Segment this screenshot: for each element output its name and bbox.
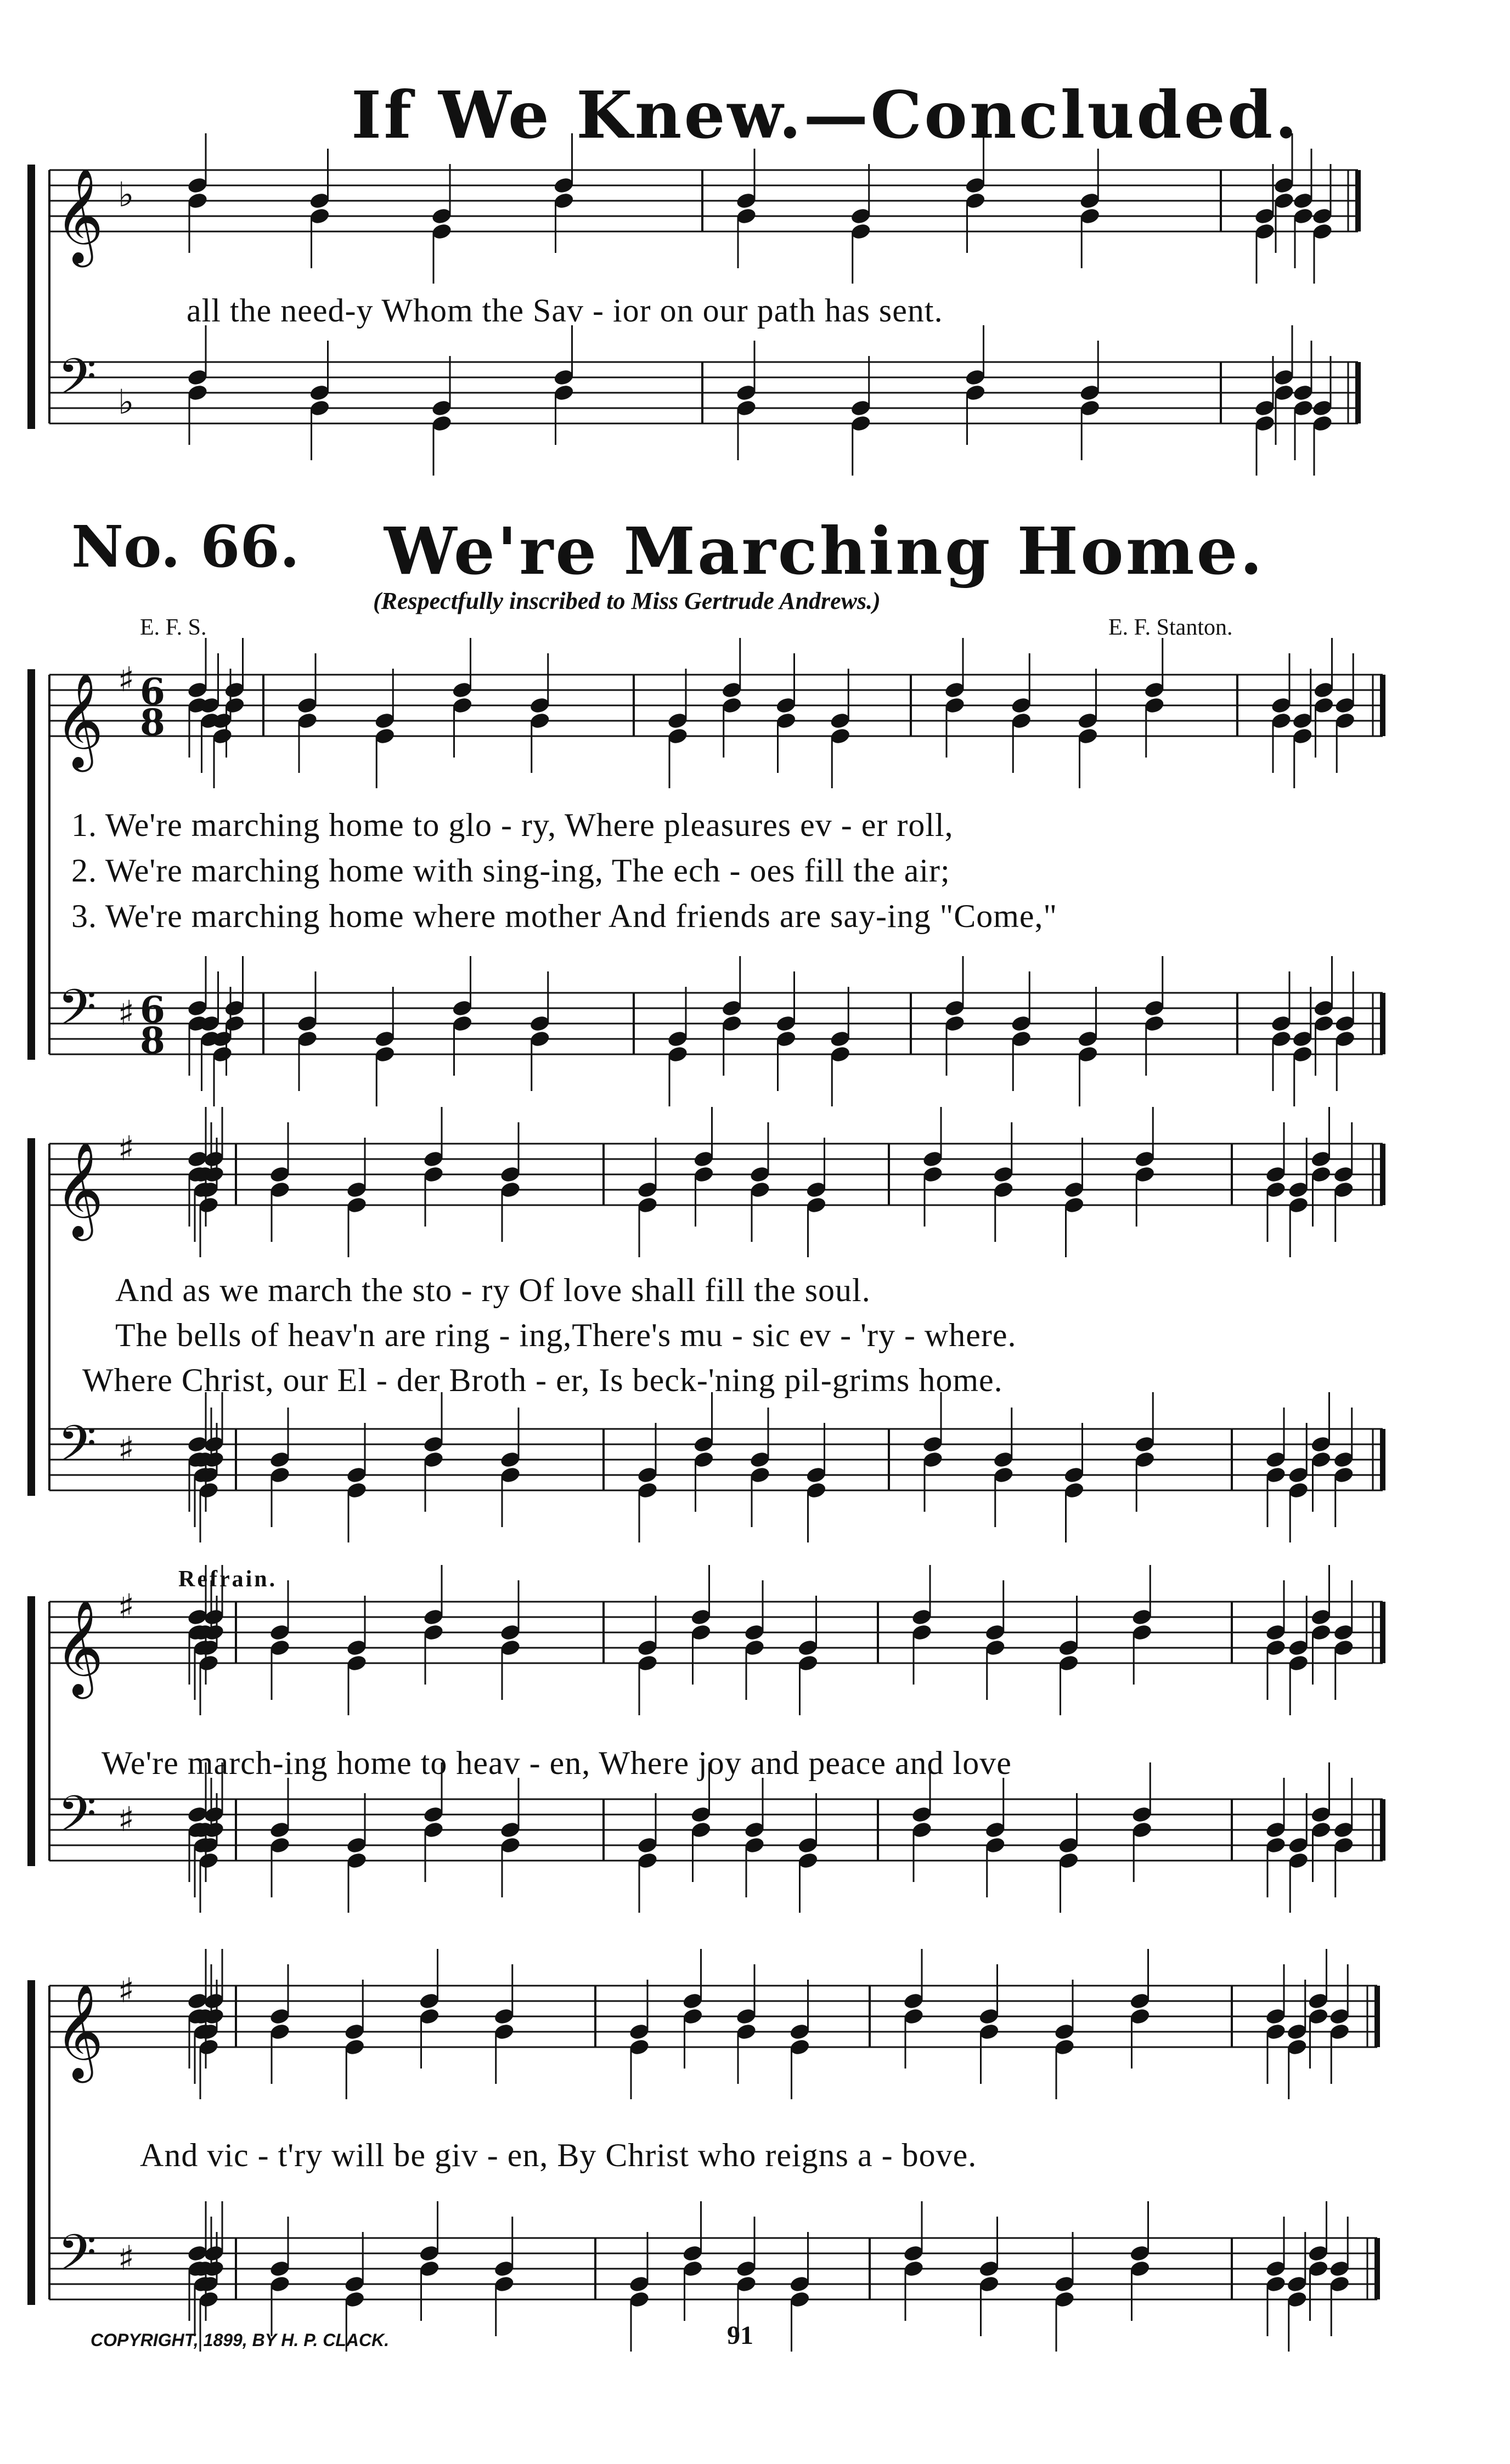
sharp-sign-icon: ♯ (118, 1586, 135, 1626)
treble-clef-icon: 𝄞 (55, 672, 104, 768)
lyric-verse-3-line-1: 3. We're marching home where mother And friends are say-ing "Come," (71, 898, 1058, 934)
lyric-verse-1-line-1: 1. We're marching home to glo - ry, Where pleasures ev - er roll, (71, 807, 954, 843)
treble-clef-icon: 𝄞 (55, 1141, 104, 1237)
sharp-sign-icon: ♯ (118, 659, 135, 699)
dedication: (Respectfully inscribed to Miss Gertrude Andrews.) (373, 587, 881, 614)
sharp-sign-icon: ♯ (118, 1799, 135, 1839)
hymn-number: No. 66. (71, 513, 300, 580)
lyric-refrain-line-1: We're march-ing home to heav - en, Where joy and peace and love (102, 1745, 1012, 1781)
copyright-notice: COPYRIGHT, 1899, BY H. P. CLACK. (91, 2330, 390, 2350)
lyric-verse-2-line-2: The bells of heav'n are ring - ing,There's mu - sic ev - 'ry - where. (115, 1317, 1017, 1353)
time-signature-denominator: 8 (140, 1019, 165, 1062)
lyric-verse-2-line-1: 2. We're marching home with sing-ing, The ech - oes fill the air; (71, 852, 950, 889)
sharp-sign-icon: ♯ (118, 1970, 135, 2010)
lyric-refrain-line-2: And vic - t'ry will be giv - en, By Christ who reigns a - bove. (140, 2137, 977, 2173)
time-signature-numerator: 6 (140, 670, 165, 713)
system-bracket (27, 1980, 35, 2305)
treble-clef-icon: 𝄞 (55, 168, 104, 263)
sharp-sign-icon: ♯ (118, 1128, 135, 1168)
words-credit: E. F. S. (140, 615, 207, 640)
page-number: 91 (727, 2321, 753, 2350)
sharp-sign-icon: ♯ (118, 2238, 135, 2278)
flat-sign-icon: ♭ (118, 382, 134, 422)
system-bracket (27, 165, 35, 429)
bass-clef-icon: 𝄢 (58, 979, 97, 1049)
flat-sign-icon: ♭ (118, 174, 134, 214)
lyric-verse-1-line-2: And as we march the sto - ry Of love shall fill the soul. (115, 1272, 871, 1308)
system-bracket (27, 669, 35, 1060)
bass-clef-icon: 𝄢 (58, 1785, 97, 1855)
hymn-title: We're Marching Home. (384, 513, 1265, 589)
time-signature-denominator: 8 (140, 701, 165, 744)
treble-clef-icon: 𝄞 (55, 1983, 104, 2079)
composer-credit: E. F. Stanton. (1108, 615, 1233, 640)
lyric-line-concluded: all the need-y Whom the Sav - ior on our path has sent. (187, 292, 943, 329)
sharp-sign-icon: ♯ (118, 993, 135, 1033)
bass-clef-icon: 𝄢 (58, 1415, 97, 1485)
system-bracket (27, 1138, 35, 1496)
bass-clef-icon: 𝄢 (58, 2224, 97, 2294)
refrain-label: Refrain. (178, 1567, 278, 1592)
bass-clef-icon: 𝄢 (58, 348, 97, 418)
time-signature-numerator: 6 (140, 988, 165, 1031)
sharp-sign-icon: ♯ (118, 1429, 135, 1469)
treble-clef-icon: 𝄞 (55, 1600, 104, 1695)
system-bracket (27, 1596, 35, 1866)
concluded-heading: If We Knew.—Concluded. (351, 77, 1300, 153)
lyric-verse-3-line-2: Where Christ, our El - der Broth - er, Is beck-'ning pil-grims home. (82, 1362, 1003, 1398)
